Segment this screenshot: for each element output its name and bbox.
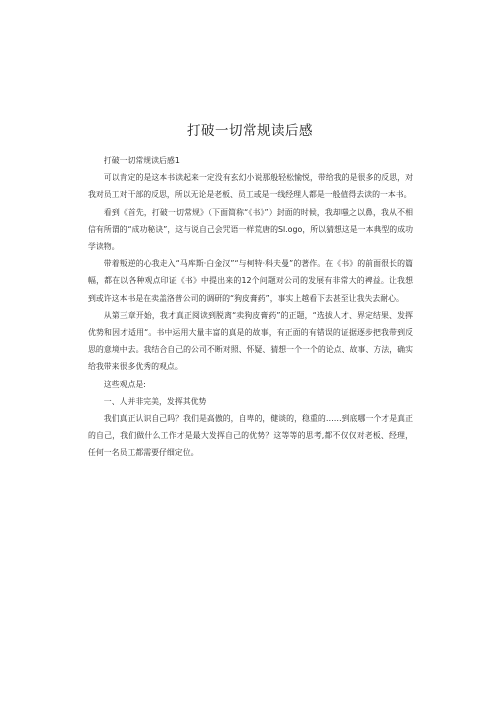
paragraph-heading: 打破一切常规读后感1 (103, 156, 180, 165)
paragraph: 看到《首先，打破一切常规》（下面简称“《书》”）封面的时候，我却嗤之以鼻，我从不相信有所谓的“成功秘诀”，这与说自己会咒语一样荒唐的Sl.ogo，所以猜想这是一本典型的成功学读物。 (88, 207, 413, 252)
document-body (88, 152, 413, 462)
paragraph: 带着叛逆的心我走入“马库斯·白金汉”“与柯特·科夫曼”的著作。在《书》的前面很长的篇幅，都在以各种观点印证《书》中提出来的12个问题对公司的发展有非常大的裨益。让我想到或许这本书是在卖盖洛普公司的调研的“狗皮膏药”，事实上越看下去甚至让我失去耐心。 (88, 259, 413, 303)
document-title: 打破一切常规读后感 (187, 123, 313, 139)
paragraph: 我们真正认识自己吗？我们是高傲的，自卑的，健谈的，稳重的……到底哪一个才是真正的自己，我们做什么工作才是最大发挥自己的优势？这等等的思考,都不仅仅对老板、经理，任何一名员工都需要仔细定位。 (88, 414, 413, 458)
paragraph: 这些观点是: (103, 379, 146, 389)
paragraph: 从第三章开始，我才真正阅读到脱离“卖狗皮膏药”的正题，“选拔人才、界定结果、发挥优势和因才适用“。书中运用大量丰富的真是的故事，有正面的有错误的证据逐步把我带到反思的意境中去。我结合自己的公司不断对照、怀疑、猜想一个一个的论点、故事、方法，确实给我带来很多优秀的观点。 (88, 310, 413, 372)
section-heading: 一、人并非完美，发挥其优势 (103, 396, 207, 406)
paragraph: 可以肯定的是这本书读起来一定没有玄幻小说那般轻松愉悦，带给我的是很多的反思，对我对员工对干部的反思，所以无论是老板、员工或是一线经理人都是一般值得去读的一本书。 (88, 173, 413, 200)
